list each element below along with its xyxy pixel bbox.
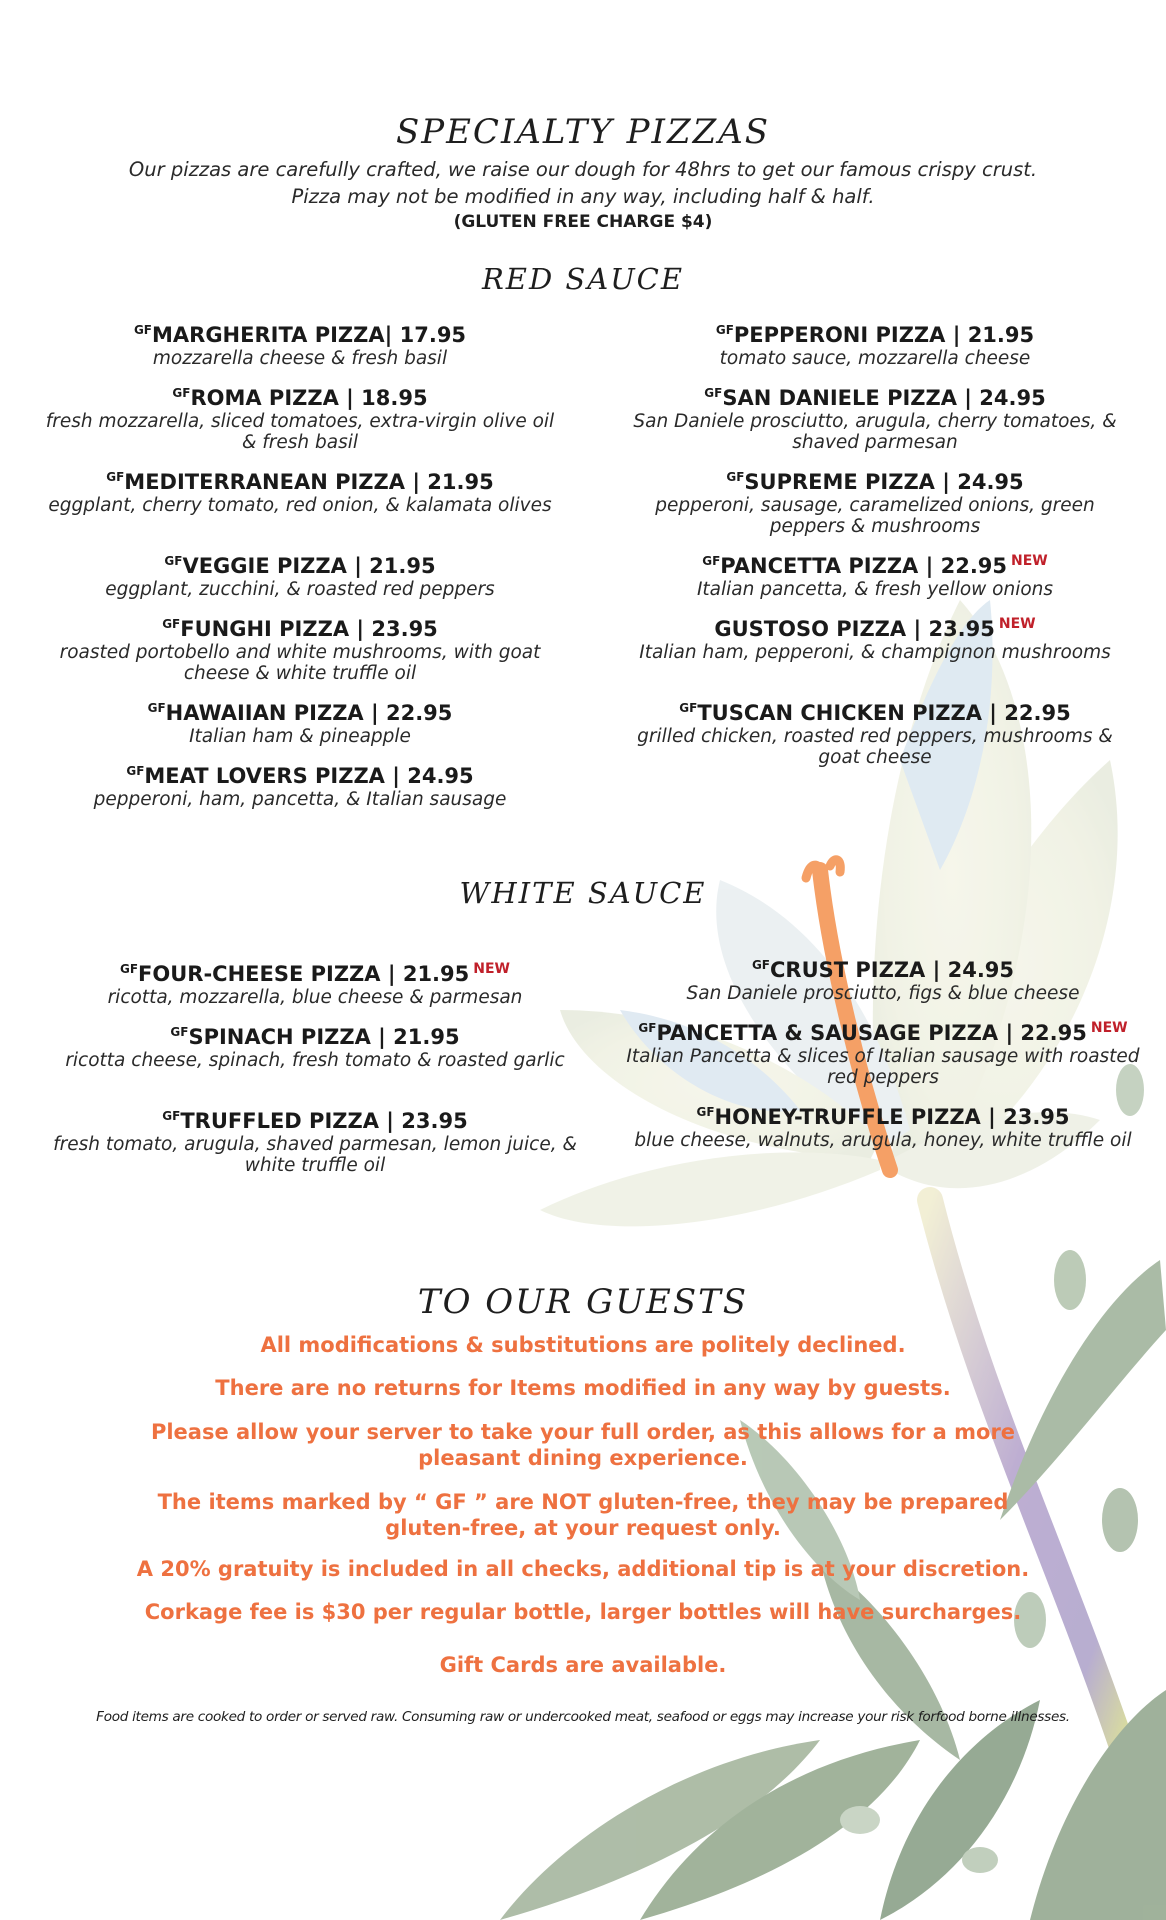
gf-mark: GF [106,470,125,484]
menu-item-name: FUNGHI PIZZA | 23.95 [180,617,438,641]
menu-item-name-line [620,696,1130,726]
gf-mark: GF [751,958,770,972]
guest-note: A 20% gratuity is included in all checks, additional tip is at your discretion. [136,1557,1030,1581]
intro-line-1: Our pizzas are carefully crafted, we raise our dough for 48hrs to get our famous crispy crust. [128,158,1038,181]
guest-note: Corkage fee is $30 per regular bottle, larger bottles will have surcharges. [144,1600,1022,1624]
intro-line-2: Pizza may not be modified in any way, including half & half. [291,185,875,208]
gf-mark: GF [126,764,145,778]
menu-item-name: PANCETTA & SAUSAGE PIZZA | 22.95 [656,1021,1087,1045]
menu-item-name: TRUFFLED PIZZA | 23.95 [180,1109,468,1133]
menu-item [30,1020,600,1071]
menu-item-name-line [620,1100,1146,1130]
page-title: SPECIALTY PIZZAS [395,112,771,152]
menu-item [40,549,560,600]
red-sauce-right-column [620,318,1130,778]
guest-note: All modifications & substitutions are politely declined. [260,1333,906,1357]
menu-item-name: HAWAIIAN PIZZA | 22.95 [165,701,453,725]
gf-mark: GF [679,701,698,715]
menu-item [620,465,1130,537]
menu-item-name: MEAT LOVERS PIZZA | 24.95 [144,764,474,788]
new-badge: NEW [1011,553,1048,569]
gf-mark: GF [162,617,181,631]
menu-item-name-line [620,318,1130,348]
menu-item [620,696,1130,768]
guests-title: TO OUR GUESTS [417,1282,749,1322]
menu-item [40,696,560,747]
red-sauce-title: RED SAUCE [481,262,685,296]
menu-item-name: SPINACH PIZZA | 21.95 [188,1025,460,1049]
menu-item-name: GUSTOSO PIZZA | 23.95 [714,617,995,641]
new-badge: NEW [1090,1020,1128,1036]
menu-item-name-line [30,957,600,987]
menu-item-name: MEDITERRANEAN PIZZA | 21.95 [124,470,494,494]
menu-item-description: San Daniele prosciutto, figs & blue cheese [686,983,1080,1004]
menu-item-description: Italian ham & pineapple [189,726,411,747]
menu-item [620,381,1130,453]
gf-mark: GF [162,1109,181,1123]
menu-item-description: Italian ham, pepperoni, & champignon mushrooms [639,642,1111,663]
menu-item-description: ricotta cheese, spinach, fresh tomato & roasted garlic [65,1050,565,1071]
menu-item-name: PEPPERONI PIZZA | 21.95 [733,323,1035,347]
menu-item-name-line [620,1016,1146,1046]
menu-item [620,549,1130,600]
menu-item [620,1016,1146,1088]
menu-item-description: mozzarella cheese & fresh basil [152,348,448,369]
menu-item-name-line [30,1104,600,1134]
menu-item-description: grilled chicken, roasted red peppers, mushrooms & goat cheese [637,726,1113,768]
gf-mark: GF [715,323,734,337]
menu-item-name: VEGGIE PIZZA | 21.95 [182,554,436,578]
menu-item-name: SUPREME PIZZA | 24.95 [744,470,1024,494]
gf-mark: GF [147,701,166,715]
menu-item [30,957,600,1008]
menu-item [40,612,560,684]
guest-note: The items marked by “ GF ” are NOT gluten-free, they may be prepared gluten-free, at your request only. [157,1490,1009,1540]
new-badge: NEW [473,961,510,977]
white-sauce-title: WHITE SAUCE [459,876,707,910]
gf-mark: GF [696,1105,715,1119]
menu-item [40,381,560,453]
menu-item-name-line [40,381,560,411]
menu-item-name: FOUR-CHEESE PIZZA | 21.95 [138,962,470,986]
guest-note: There are no returns for Items modified in any way by guests. [215,1376,951,1400]
menu-item-name-line [40,696,560,726]
gf-mark: GF [164,554,183,568]
menu-item-description: pepperoni, sausage, caramelized onions, green peppers & mushrooms [655,495,1095,537]
menu-item-name: ROMA PIZZA | 18.95 [190,386,428,410]
menu-item [40,465,560,516]
menu-item-description: Italian pancetta, & fresh yellow onions [696,579,1054,600]
white-sauce-left-column [30,957,600,1177]
menu-item-description: eggplant, zucchini, & roasted red peppers [105,579,495,600]
menu-item-description: blue cheese, walnuts, arugula, honey, white truffle oil [634,1130,1132,1151]
new-badge: NEW [998,616,1036,632]
gf-mark: GF [172,386,191,400]
menu-item [30,1104,600,1176]
gf-mark: GF [119,962,139,976]
gift-cards-note: Gift Cards are available. [439,1653,727,1677]
gf-mark: GF [726,470,745,484]
menu-item-name-line [40,318,560,348]
menu-item-name-line [620,953,1146,983]
menu-item [620,953,1146,1004]
menu-item [620,318,1130,369]
menu-item-description: ricotta, mozzarella, blue cheese & parmesan [107,987,523,1008]
menu-item-name-line [620,465,1130,495]
menu-item-name-line [620,612,1130,642]
menu-item [40,318,560,369]
menu-item-name-line [40,759,560,789]
menu-item-description: eggplant, cherry tomato, red onion, & kalamata olives [48,495,552,516]
menu-item-description: tomato sauce, mozzarella cheese [719,348,1031,369]
menu-item-name-line [30,1020,600,1050]
gluten-free-charge: (GLUTEN FREE CHARGE $4) [453,212,713,232]
gf-mark: GF [133,323,152,337]
white-sauce-right-column [620,953,1146,1173]
menu-item-name: SAN DANIELE PIZZA | 24.95 [722,386,1046,410]
menu-item-description: Italian Pancetta & slices of Italian sausage with roasted red peppers [626,1046,1140,1088]
gf-mark: GF [638,1021,657,1035]
menu-item-name: PANCETTA PIZZA | 22.95 [720,554,1008,578]
food-disclaimer: Food items are cooked to order or served raw. Consuming raw or undercooked meat, seafood or eggs may increase your risk forfood borne illnesses. [96,1709,1070,1725]
gf-mark: GF [702,554,721,568]
menu-item [620,1100,1146,1151]
menu-item [40,759,560,810]
gf-mark: GF [704,386,723,400]
menu-item-description: pepperoni, ham, pancetta, & Italian sausage [93,789,507,810]
menu-item [620,612,1130,663]
menu-item-name: HONEY-TRUFFLE PIZZA | 23.95 [714,1105,1070,1129]
menu-item-description: fresh tomato, arugula, shaved parmesan, lemon juice, & white truffle oil [53,1134,577,1176]
gf-mark: GF [170,1025,189,1039]
menu-item-description: fresh mozzarella, sliced tomatoes, extra-virgin olive oil & fresh basil [45,411,555,453]
menu-item-name: MARGHERITA PIZZA| 17.95 [152,323,467,347]
menu-item-name: TUSCAN CHICKEN PIZZA | 22.95 [697,701,1071,725]
menu-item-description: San Daniele prosciutto, arugula, cherry tomatoes, & shaved parmesan [633,411,1117,453]
menu-item-name-line [620,549,1130,579]
menu-item-name-line [620,381,1130,411]
menu-item-name-line [40,612,560,642]
red-sauce-left-column [40,318,560,818]
menu-item-description: roasted portobello and white mushrooms, with goat cheese & white truffle oil [59,642,541,684]
menu-item-name-line [40,465,560,495]
menu-item-name: CRUST PIZZA | 24.95 [770,958,1015,982]
menu-item-name-line [40,549,560,579]
guest-note: Please allow your server to take your full order, as this allows for a more pleasant dining experience. [150,1420,1016,1470]
